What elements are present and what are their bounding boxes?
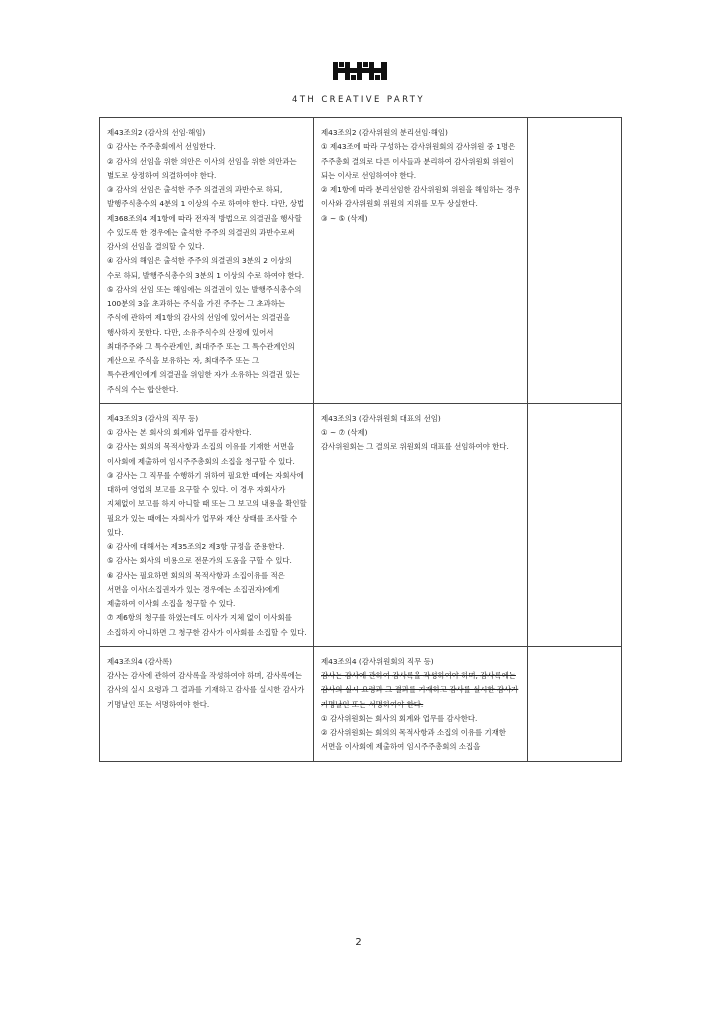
table-row <box>100 118 622 404</box>
brand-name: 4TH CREATIVE PARTY <box>292 95 425 105</box>
clause-line: 제43조의2 (감사위원의 분리선임·해임) <box>321 128 448 137</box>
comparison-table <box>99 117 622 762</box>
amended-provision-cell <box>314 118 528 404</box>
clause-line: ② 감사의 선임을 위한 의안은 이사의 선임을 위한 의안과는 별도로 상정하여 의결하여야 한다. <box>107 156 297 180</box>
clause-line: ⑦ 제6항의 청구를 하였는데도 이사가 지체 없이 이사회를 소집하지 아니하면 그 청구한 감사가 이사회를 소집할 수 있다. <box>107 613 307 637</box>
clause-line: ⑤ 감사는 회사의 비용으로 전문가의 도움을 구할 수 있다. <box>107 556 292 566</box>
clause-line: ② 감사위원회는 회의의 목적사항과 소집의 이유를 기재한 서면을 이사회에 제출하여 임시주주총회의 소집을 <box>321 728 506 752</box>
clause-line: ② 감사는 회의의 목적사항과 소집의 이유를 기재한 서면을 이사회에 제출하여 임시주주총회의 소집을 청구할 수 있다. <box>107 442 295 466</box>
deleted-clause-text: 감사는 감사에 관하여 감사록을 작성하여야 하며, 감사록에는 감사의 실시 요령과 그 결과를 기재하고 감사를 실시한 감사가 기명날인 또는 서명하여야 한다. <box>321 671 519 709</box>
clause-line: 제43조의4 (감사록) <box>107 656 173 666</box>
clause-line: ③ ~ ⑤ (삭제) <box>321 213 368 223</box>
clause-line: ① 감사는 주주총회에서 선임한다. <box>107 142 216 152</box>
clause-line: 제43조의2 (감사의 선임·해임) <box>107 128 206 137</box>
remarks-cell <box>528 118 622 404</box>
clause-line: ① 감사는 본 회사의 회계와 업무를 감사한다. <box>107 428 252 437</box>
clause-line: 제43조의3 (감사의 직무 등) <box>107 413 199 423</box>
clause-line: 제43조의4 (감사위원회의 직무 등) <box>321 656 434 666</box>
clause-line: ① 제43조에 따라 구성하는 감사위원회의 감사위원 중 1명은 주주총회 결의로 다른 이사들과 분리하여 감사위원회 위원이 되는 이사로 선임하여야 한다. <box>321 142 516 180</box>
clause-line: ④ 감사의 해임은 출석한 주주의 의결권의 3분의 2 이상의 수로 하되, 발행주식총수의 3분의 1 이상의 수로 하여야 한다. <box>107 256 305 280</box>
clause-line: ⑥ 감사는 필요하면 회의의 목적사항과 소집이유를 적은 서면을 이사(소집권자가 있는 경우에는 소집권자)에게 제출하여 이사회 소집을 청구할 수 있다. <box>107 570 285 608</box>
clause-line: ② 제1항에 따라 분리선임한 감사위원회 위원을 해임하는 경우 이사와 감사위원회 위원의 지위를 모두 상실한다. <box>321 185 521 209</box>
clause-line: 감사위원회는 그 결의로 위원회의 대표를 선임하여야 한다. <box>321 442 509 452</box>
current-provision-cell <box>100 118 314 404</box>
table-row <box>100 403 622 646</box>
clause-line: ① 감사위원회는 회사의 회계와 업무를 감사한다. <box>321 713 478 723</box>
current-provision-cell <box>100 403 314 646</box>
amended-provision-cell <box>314 646 528 761</box>
clause-line: ① ~ ⑦ (삭제) <box>321 428 368 437</box>
clause-line: 제43조의3 (감사위원회 대표의 선임) <box>321 413 441 423</box>
remarks-cell <box>528 403 622 646</box>
remarks-cell <box>528 646 622 761</box>
current-provision-cell <box>100 646 314 761</box>
clause-line: ⑤ 감사의 선임 또는 해임에는 의결권이 있는 발행주식총수의 100분의 3을 초과하는 주식을 가진 주주는 그 초과하는 주식에 관하여 제1항의 감사의 선임에 있어서는 의결권을 행사하지 못한다. 다만, 소유주식수의 산정에 있어서 최대주주와 그 특수관계인, 최대주주 또는 그 특수관계인의 계산으로 주식을 보유하는 자, 최대주주 또는 그 특수관계인에게 의결권을 위임한 자가 소유하는 의결권 있는 주식의 수는 합산한다. <box>107 284 302 394</box>
clause-line: ③ 감사는 그 직무를 수행하기 위하여 필요한 때에는 자회사에 대하여 영업의 보고를 요구할 수 있다. 이 경우 자회사가 지체없이 보고를 하지 아니할 때 또는 그 보고의 내용을 확인할 필요가 있는 때에는 자회사가 업무와 재산 상태를 조사할 수 있다. <box>107 470 307 537</box>
amended-provision-cell <box>314 403 528 646</box>
clause-line: ③ 감사의 선임은 출석한 주주 의결권의 과반수로 하되, 발행주식총수의 4분의 1 이상의 수로 하여야 한다. 다만, 상법 제368조의4 제1항에 따라 전자적 방법으로 의결권을 행사할 수 있도록 한 경우에는 출석한 주주의 의결권의 과반수로써 감사의 선임을 결의할 수 있다. <box>107 185 305 251</box>
logo-icon <box>333 62 387 80</box>
table-row <box>100 646 622 761</box>
page-number: 2 <box>355 937 362 948</box>
clause-line: 감사는 감사에 관하여 감사록을 작성하여야 하며, 감사록에는 감사의 실시 요령과 그 결과를 기재하고 감사를 실시한 감사가 기명날인 또는 서명하여야 한다. <box>107 671 305 709</box>
clause-line: ④ 감사에 대해서는 제35조의2 제3항 규정을 준용한다. <box>107 542 285 551</box>
